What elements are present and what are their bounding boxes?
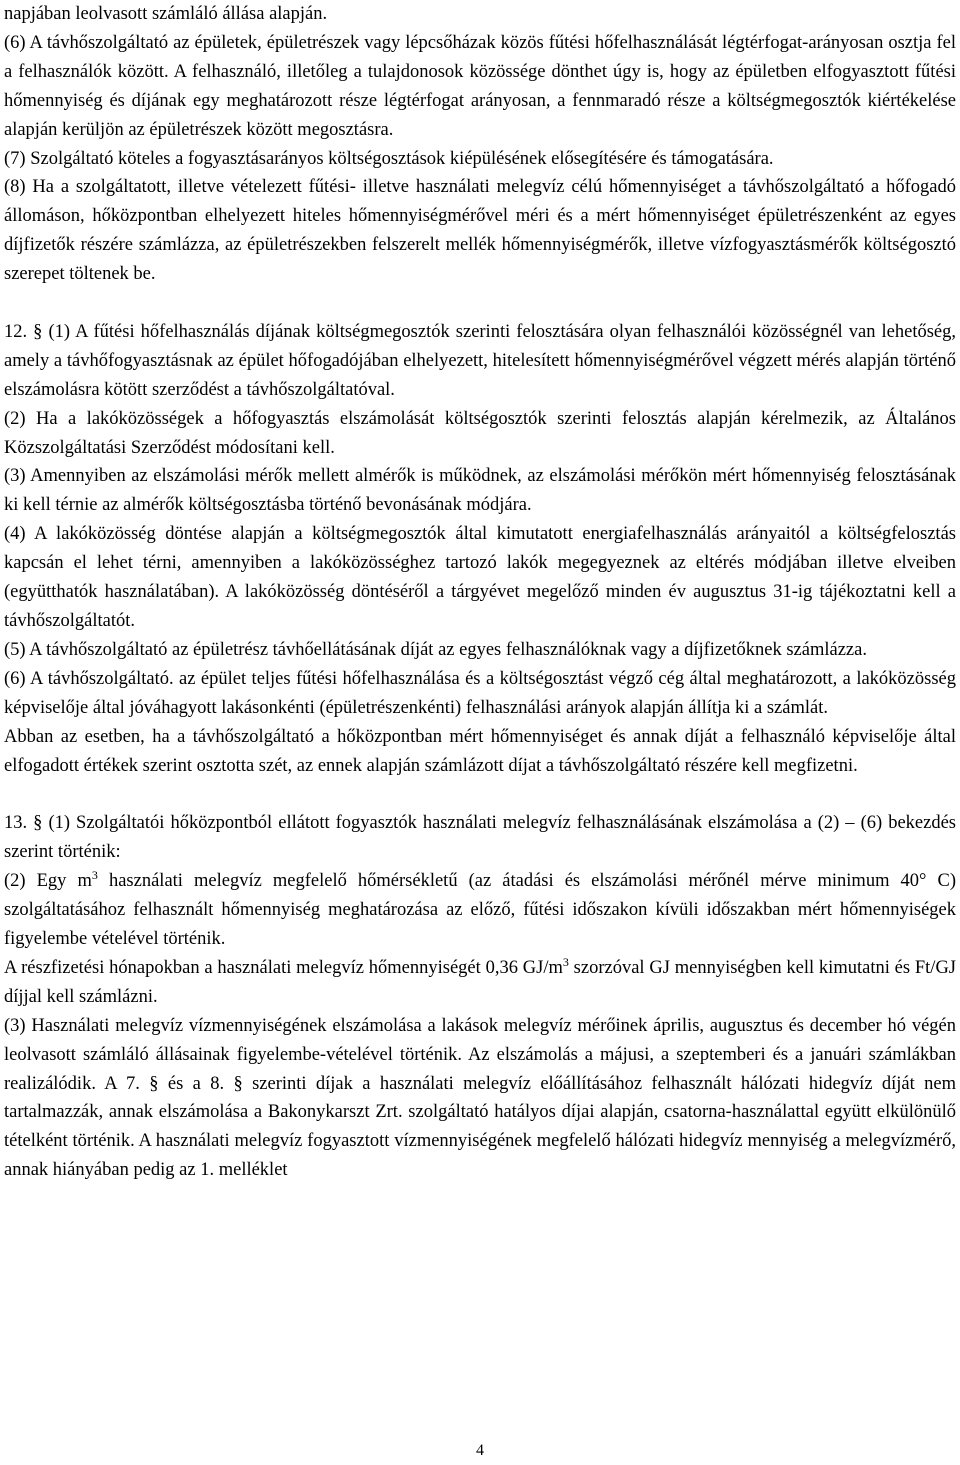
superscript-3: 3 [91, 868, 98, 883]
paragraph-12-5: (5) A távhőszolgáltató az épületrész távhőellátásának díját az egyes felhasználóknak vagy a díjfizetőknek számlázza. [4, 639, 867, 660]
section-spacer [4, 780, 956, 809]
page-number: 4 [476, 1442, 484, 1459]
paragraph-13-3: (3) Használati melegvíz vízmennyiségének elszámolása a lakások melegvíz mérőinek április, augusztus és december hó végén leolvasott számláló állásainak figyelembe-vételével történik. Az elszámolás a májusi, a szeptemberi és a januári számlákban realizálódik. A 7. § és a 8. § szerinti díjak a használati melegvíz előállításához felhasznált hálózati hidegvíz díját nem tartalmazzák, annak elszámolása a Bakonykarszt Zrt. szolgáltató hatályos díjai alapján, csatorna-használattal együtt elkülönülő tételként történik. A használati melegvíz fogyasztott vízmennyiségének megfelelő hálózati hidegvíz mennyiség a melegvízmérő, annak hiányában pedig az 1. melléklet [4, 1015, 956, 1181]
paragraph-12-3: (3) Amennyiben az elszámolási mérők mellett almérők is működnek, az elszámolási mérőkön mért hőmennyiség felosztásának ki kell térnie az almérők költségosztásba történő bevonásának módjára. [4, 466, 956, 516]
paragraph-12-2: (2) Ha a lakóközösségek a hőfogyasztás elszámolását költségosztók szerinti felosztás alapján kérelmezik, az Általános Közszolgáltatási Szerződést módosítani kell. [4, 408, 956, 458]
superscript-3: 3 [562, 954, 569, 969]
paragraph-12-6: (6) A távhőszolgáltató. az épület teljes fűtési hőfelhasználása és a költségosztást végző cég által meghatározott, a lakóközösség képviselője által jóváhagyott lakásonkénti (épületrészenkénti) felhasználási arányok alapján állítja ki a számlát. [4, 668, 956, 718]
paragraph-12-4: (4) A lakóközösség döntése alapján a költségmegosztók által kimutatott energiafelhasználás arányaitól a költségfelosztás kapcsán el lehet térni, amennyiben a lakóközösséghez tartozó lakók megegyeznek az eltérés módjában illetve elveiben (együtthatók használatában). A lakóközösség döntéséről a tárgyévet megelőző minden év augusztus 31-ig tájékoztatni kell a távhőszolgáltatót. [4, 524, 956, 632]
document-body [4, 0, 956, 1185]
paragraph-11-8: (8) Ha a szolgáltatott, illetve vételezett fűtési- illetve használati melegvíz célú hőmennyiséget a távhőszolgáltató a hőfogadó állomáson, hőközpontban elhelyezett hiteles hőmennyiségmérővel méri és a mért hőmennyiséget épületrészenként az egyes díjfizetők részére számlázza, az épületrészekben felszerelt mellék hőmennyiségmérők, illetve vízfogyasztásmérők költségosztó szerepet töltenek be. [4, 177, 956, 285]
paragraph-13-1: 13. § (1) Szolgáltatói hőközpontból ellátott fogyasztók használati melegvíz felhasználásának elszámolása a (2) – (6) bekezdés szerint történik: [4, 813, 956, 863]
paragraph-13-2: (2) Egy $m^3$ használati melegvíz megfelelő hőmérsékletű (az átadási és elszámolási mérőnél mérve minimum 40° C) szolgáltatásához felhasznált hőmennyiség meghatározása az előző, fűtési időszakon kívüli időszakban mért hőmennyiségek figyelembe vételével történik. [4, 868, 956, 949]
paragraph-12-1: 12. § (1) A fűtési hőfelhasználás díjának költségmegosztók szerinti felosztására olyan felhasználói közösségnél van lehetőség, amely a távhőfogyasztásnak az épület hőfogadójában elhelyezett, hitelesített hőmennyiségmérővel végzett mérés alapján történő elszámolásra kötött szerződést a távhőszolgáltatóval. [4, 321, 956, 400]
paragraph-continuation: napjában leolvasott számláló állása alapján. [4, 4, 328, 24]
paragraph-13-2-continued: A részfizetési hónapokban a használati melegvíz hőmennyiségét 0,36 $GJ/m^3$ szorzóval GJ mennyiségben kell kimutatni és Ft/GJ díjjal kell számlázni. [4, 954, 956, 1007]
paragraph-12-6-continued: Abban az esetben, ha a távhőszolgáltató a hőközpontban mért hőmennyiséget és annak díját a felhasználó képviselője által elfogadott értékek szerint osztotta szét, az ennek alapján számlázott díjat a távhőszolgáltató részére kell megfizetni. [4, 726, 956, 776]
paragraph-11-7: (7) Szolgáltató köteles a fogyasztásarányos költségosztások kiépülésének elősegítésére és támogatására. [4, 148, 774, 169]
section-spacer [4, 289, 956, 318]
paragraph-11-6: (6) A távhőszolgáltató az épületek, épületrészek vagy lépcsőházak közös fűtési hőfelhasználását légtérfogat-arányosan osztja fel a felhasználók között. A felhasználó, illetőleg a tulajdonosok közössége dönthet úgy is, hogy az épületben elfogyasztott fűtési hőmennyiség és díjának egy meghatározott része légtérfogat arányosan, a fennmaradó része a költségmegosztók kiértékelése alapján kerüljön az épületrészek között megosztásra. [4, 32, 956, 140]
